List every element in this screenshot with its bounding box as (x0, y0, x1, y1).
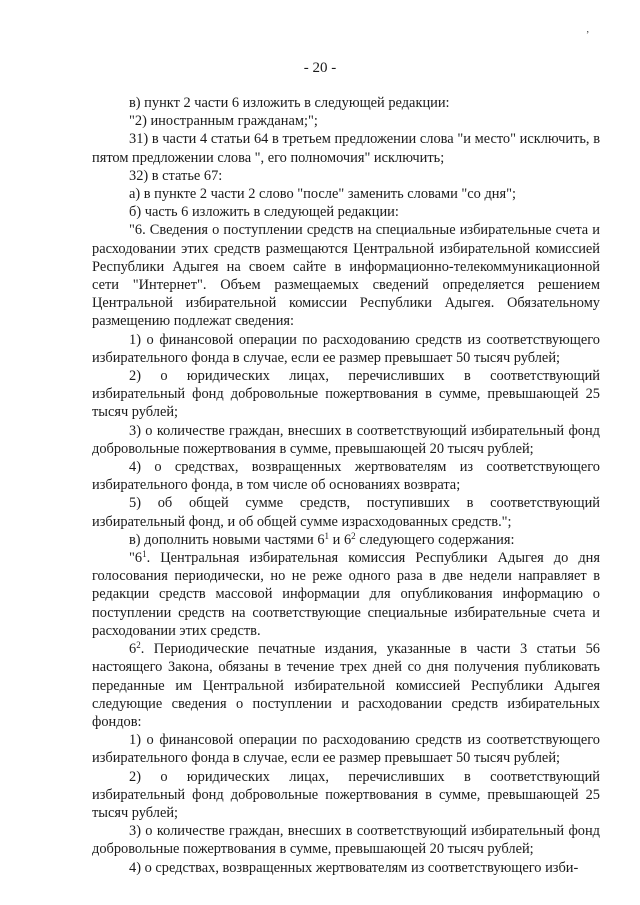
paragraph: 4) о средствах, возвращенных жертвователям из соответствующего избирательного фонда, в том числе об основаниях возврата; (92, 459, 600, 494)
paragraph: "6. Сведения о поступлении средств на специальные избирательные счета и расходовании этих средств размещаются Центральной избирательной комиссией Республики Адыгея на своем сайте в информационно-телекоммуникационной сети "Интернет". Объем размещаемых сведений определяется решением Центральной избирательной комиссии Республики Адыгея. Обязательному размещению подлежат сведения: (92, 222, 600, 330)
paragraph: 3) о количестве граждан, внесших в соответствующий избирательный фонд добровольные пожертвования в сумме, превышающей 20 тысяч рублей; (92, 823, 600, 858)
paragraph: в) пункт 2 части 6 изложить в следующей редакции: (129, 95, 450, 111)
text-fragment: в) дополнить новыми частями 6 (129, 531, 325, 548)
text-fragment: . Центральная избирательная комиссия Республики Адыгея до дня голосования периодически, но не реже одного раза в две недели направляет в редакции средств массовой информации для опубликования информацию о поступлении средств на соответствующие специальные избирательные счета и расходовании этих средств. (92, 550, 600, 639)
paragraph: 5) об общей сумме средств, поступивших в соответствующий избирательный фонд, и об общей сумме израсходованных средств."; (92, 495, 600, 530)
page-number: - 20 - (303, 60, 337, 76)
part-number: "6 (129, 550, 143, 567)
paragraph: 1) о финансовой операции по расходованию средств из соответствующего избирательного фонда в случае, если ее размер превышает 50 тысяч рублей; (92, 732, 600, 767)
paragraph-new-parts (92, 531, 600, 549)
paragraph: б) часть 6 изложить в следующей редакции: (129, 204, 399, 221)
paragraph: 3) о количестве граждан, внесших в соответствующий избирательный фонд добровольные пожертвования в сумме, превышающей 20 тысяч рублей; (92, 422, 600, 457)
corner-mark: ʼ (586, 30, 590, 41)
superscript: 1 (324, 530, 330, 541)
paragraph: "2) иностранным гражданам;"; (129, 113, 318, 130)
paragraph: 31) в части 4 статьи 64 в третьем предложении слова "и место" исключить, в пятом предложении слова ", его полномочия" исключить; (92, 131, 600, 166)
paragraph-part-6-1 (92, 549, 600, 640)
superscript: 1 (142, 549, 147, 560)
part-number: 6 (129, 641, 137, 658)
paragraph: а) в пункте 2 части 2 слово "после" заменить словами "со дня"; (129, 186, 516, 203)
superscript: 2 (136, 640, 141, 651)
paragraph: 2) о юридических лицах, перечисливших в соответствующий избирательный фонд добровольные пожертвования в сумме, превышающей 25 тысяч рублей; (92, 768, 600, 821)
text-fragment: следующего содержания: (355, 531, 515, 548)
superscript: 2 (351, 530, 356, 541)
paragraph: 4) о средствах, возвращенных жертвователям из соответствующего изби- (129, 859, 579, 876)
paragraph-part-6-2 (92, 640, 600, 731)
text-fragment: . Периодические печатные издания, указанные в части 3 статьи 56 настоящего Закона, обязаны в течение трех дней со дня получения публиковать переданные им Центральной избирательной комиссией Республики Адыгея следующие сведения о поступлении и расходовании средств избирательных фондов: (92, 641, 600, 730)
document-body (92, 94, 600, 877)
text-fragment: и 6 (329, 531, 352, 548)
paragraph: 2) о юридических лицах, перечисливших в соответствующий избирательный фонд добровольные пожертвования в сумме, превышающей 25 тысяч рублей; (92, 368, 600, 421)
paragraph: 1) о финансовой операции по расходованию средств из соответствующего избирательного фонда в случае, если ее размер превышает 50 тысяч рублей; (92, 331, 600, 366)
paragraph: 32) в статье 67: (129, 167, 223, 184)
